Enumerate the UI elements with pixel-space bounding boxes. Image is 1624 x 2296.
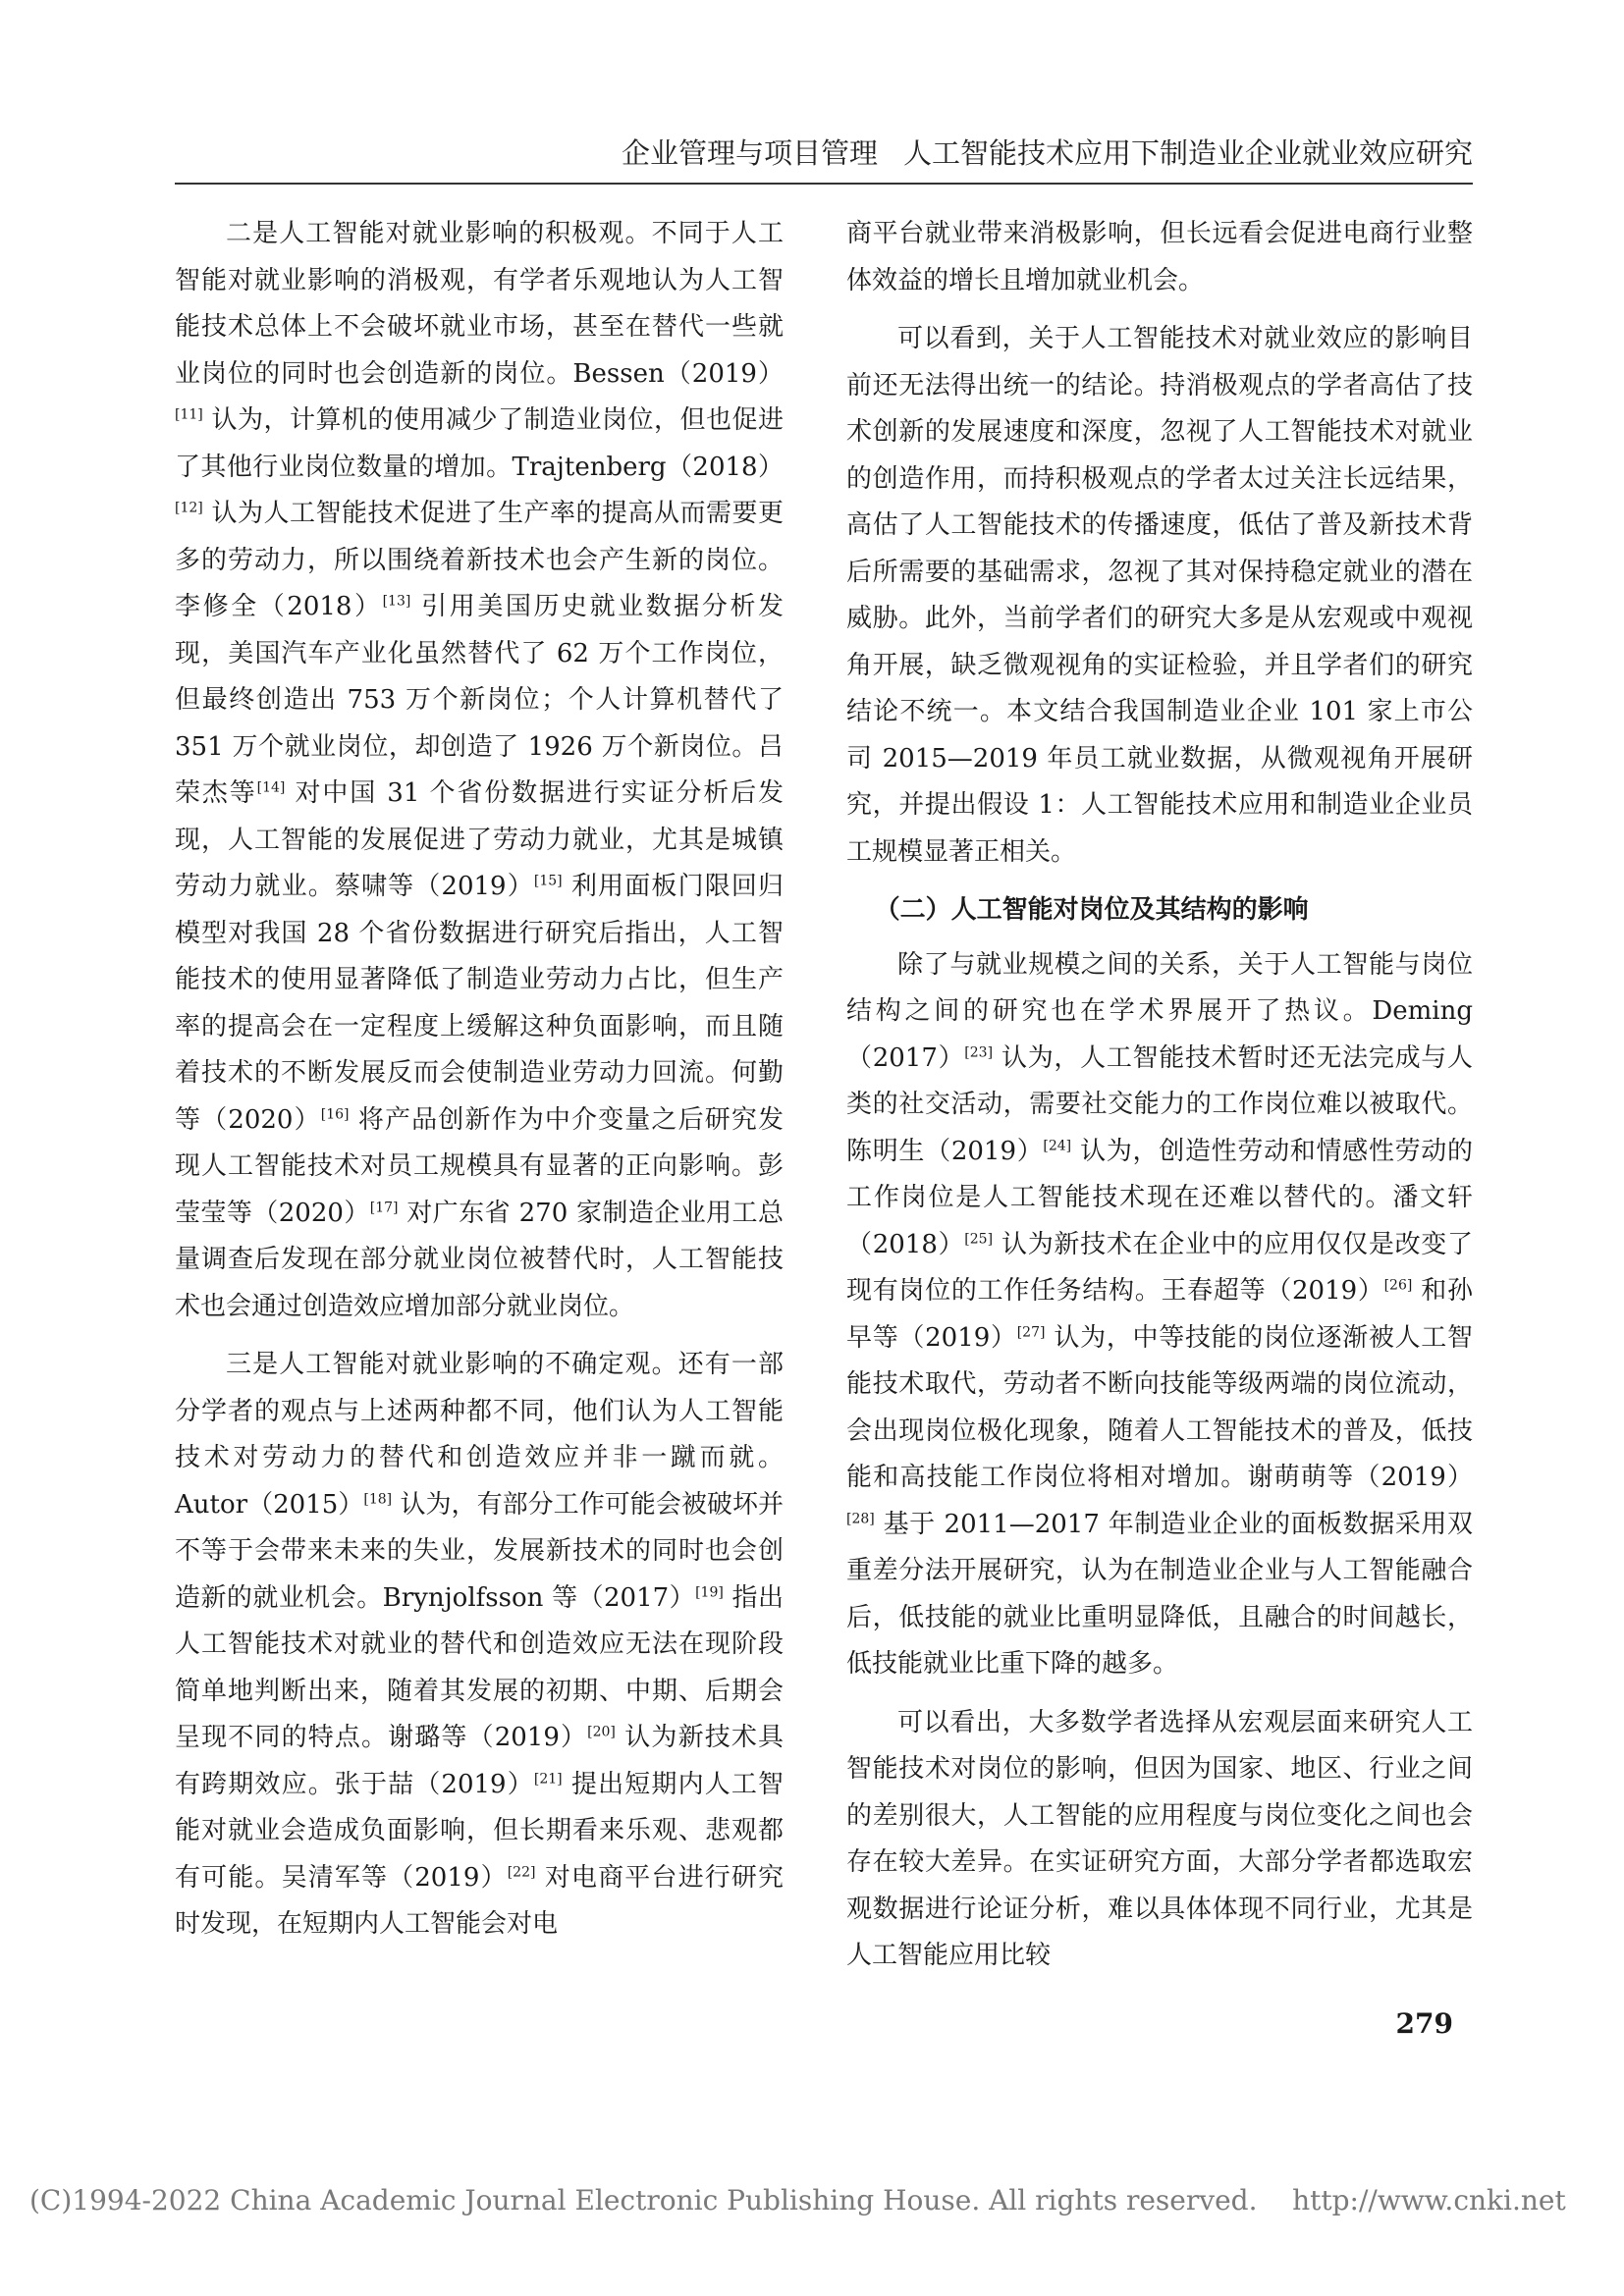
citation: [17] bbox=[369, 1199, 399, 1215]
page-number: 279 bbox=[1395, 2007, 1453, 2040]
paragraph-summary: 可以看到，关于人工智能技术对就业效应的影响目前还无法得出统一的结论。持消极观点的学者高估了技术创新的发展速度和深度，忽视了人工智能技术对就业的创造作用，而持积极观点的学者太过关注长远结果，高估了人工智能技术的传播速度，低估了普及新技术背后所需要的基础需求，忽视了其对保持稳定就业的潜在威胁。此外，当前学者们的研究大多是从宏观或中观视角开展，缺乏微观视角的实证检验，并且学者们的研究结论不统一。本文结合我国制造业企业 101 家上市公司 2015—2019 年员工就业数据，从微观视角开展研究，并提出假设 1：人工智能技术应用和制造业企业员工规模显著正相关。 bbox=[846, 324, 1473, 867]
paragraph-job-structure: 除了与就业规模之间的关系，关于人工智能与岗位结构之间的研究也在学术界展开了热议。Deming（2017）[23] 认为，人工智能技术暂时还无法完成与人类的社交活动，需要社交能力的工作岗位难以被取代。陈明生（2019）[24] 认为，创造性劳动和情感性劳动的工作岗位是人工智能技术现在还难以替代的。潘文轩（2018）[25] 认为新技术在企业中的应用仅仅是改变了现有岗位的工作任务结构。王春超等（2019）[26] 和孙早等（2019）[27] 认为，中等技能的岗位逐渐被人工智能技术取代，劳动者不断向技能等级两端的岗位流动，会出现岗位极化现象，随着人工智能技术的普及，低技能和高技能工作岗位将相对增加。谢萌萌等（2019）[28] 基于 2011—2017 年制造业企业的面板数据采用双重差分法开展研究，认为在制造业企业与人工智能融合后，低技能的就业比重明显降低，且融合的时间越长，低技能就业比重下降的越多。 bbox=[846, 949, 1474, 1679]
left-column bbox=[175, 211, 784, 1960]
copyright-text: (C)1994-2022 China Academic Journal Electronic Publishing House. All rights reserved. bbox=[29, 2184, 1258, 2216]
article-title: 人工智能技术应用下制造业企业就业效应研究 bbox=[902, 136, 1473, 170]
section-heading: （二）人工智能对岗位及其结构的影响 bbox=[874, 895, 1309, 925]
paragraph-positive-view: 二是人工智能对就业影响的积极观。不同于人工智能对就业影响的消极观，有学者乐观地认为人工智能技术总体上不会破坏就业市场，甚至在替代一些就业岗位的同时也会创造新的岗位。Bessen（2019）[11] 认为，计算机的使用减少了制造业岗位，但也促进了其他行业岗位数量的增加。Trajtenberg（2018）[12] 认为人工智能技术促进了生产率的提高从而需要更多的劳动力，所以围绕着新技术也会产生新的岗位。李修全（2018）[13] 引用美国历史就业数据分析发现，美国汽车产业化虽然替代了 62 万个工作岗位，但最终创造出 753 万个新岗位；个人计算机替代了 351 万个就业岗位，却创造了 1926 万个新岗位。吕荣杰等[14] 对中国 31 个省份数据进行实证分析后发现，人工智能的发展促进了劳动力就业，尤其是城镇劳动力就业。蔡啸等（2019）[15] 利用面板门限回归模型对我国 28 个省份数据进行研究后指出，人工智能技术的使用显著降低了制造业劳动力占比，但生产率的提高会在一定程度上缓解这种负面影响，而且随着技术的不断发展反而会使制造业劳动力回流。何勤等（2020）[16] 将产品创新作为中介变量之后研究发现人工智能技术对员工规模具有显著的正向影响。彭莹莹等（2020）[17] 对广东省 270 家制造企业用工总量调查后发现在部分就业岗位被替代时，人工智能技术也会通过创造效应增加部分就业岗位。 bbox=[175, 219, 785, 1321]
right-column bbox=[846, 211, 1473, 1992]
header-rule bbox=[175, 183, 1473, 185]
citation: [26] bbox=[1383, 1277, 1413, 1294]
citation: [28] bbox=[846, 1510, 875, 1526]
citation: [22] bbox=[507, 1863, 536, 1880]
paragraph-macro-level: 可以看出，大多数学者选择从宏观层面来研究人工智能技术对岗位的影响，但因为国家、地区、行业之间的差别很大，人工智能的应用程度与岗位变化之间也会存在较大差异。在实证研究方面，大部分学者都选取宏观数据进行论证分析，难以具体体现不同行业，尤其是人工智能应用比较 bbox=[846, 1707, 1473, 1970]
citation: [14] bbox=[256, 779, 286, 796]
citation: [23] bbox=[964, 1043, 994, 1060]
running-header bbox=[175, 133, 1473, 173]
citation: [25] bbox=[964, 1230, 994, 1247]
paragraph-continued: 商平台就业带来消极影响，但长远看会促进电商行业整体效益的增长且增加就业机会。 bbox=[846, 219, 1473, 295]
paragraph-uncertain-view: 三是人工智能对就业影响的不确定观。还有一部分学者的观点与上述两种都不同，他们认为人工智能技术对劳动力的替代和创造效应并非一蹴而就。Autor（2015）[18] 认为，有部分工作可能会被破坏并不等于会带来未来的失业，发展新技术的同时也会创造新的就业机会。Brynjolfsson 等（2017）[19] 指出人工智能技术对就业的替代和创造效应无法在现阶段简单地判断出来，随着其发展的初期、中期、后期会呈现不同的特点。谢璐等（2019）[20] 认为新技术具有跨期效应。张于喆（2019）[21] 提出短期内人工智能对就业会造成负面影响，但长期看来乐观、悲观都有可能。吴清军等（2019）[22] 对电商平台进行研究时发现，在短期内人工智能会对电 bbox=[175, 1350, 785, 1939]
citation: [18] bbox=[363, 1490, 393, 1507]
citation: [19] bbox=[695, 1583, 724, 1600]
citation: [20] bbox=[587, 1724, 616, 1740]
citation: [15] bbox=[533, 873, 563, 889]
journal-section: 企业管理与项目管理 bbox=[621, 136, 878, 170]
citation: [12] bbox=[175, 500, 203, 516]
copyright-footer bbox=[29, 2181, 1600, 2220]
citation: [13] bbox=[382, 593, 411, 610]
citation: [11] bbox=[175, 406, 203, 423]
citation: [24] bbox=[1043, 1137, 1072, 1153]
cnki-link[interactable]: http://www.cnki.net bbox=[1292, 2184, 1566, 2216]
citation: [16] bbox=[320, 1105, 350, 1122]
citation: [27] bbox=[1016, 1323, 1046, 1340]
citation: [21] bbox=[533, 1770, 563, 1787]
